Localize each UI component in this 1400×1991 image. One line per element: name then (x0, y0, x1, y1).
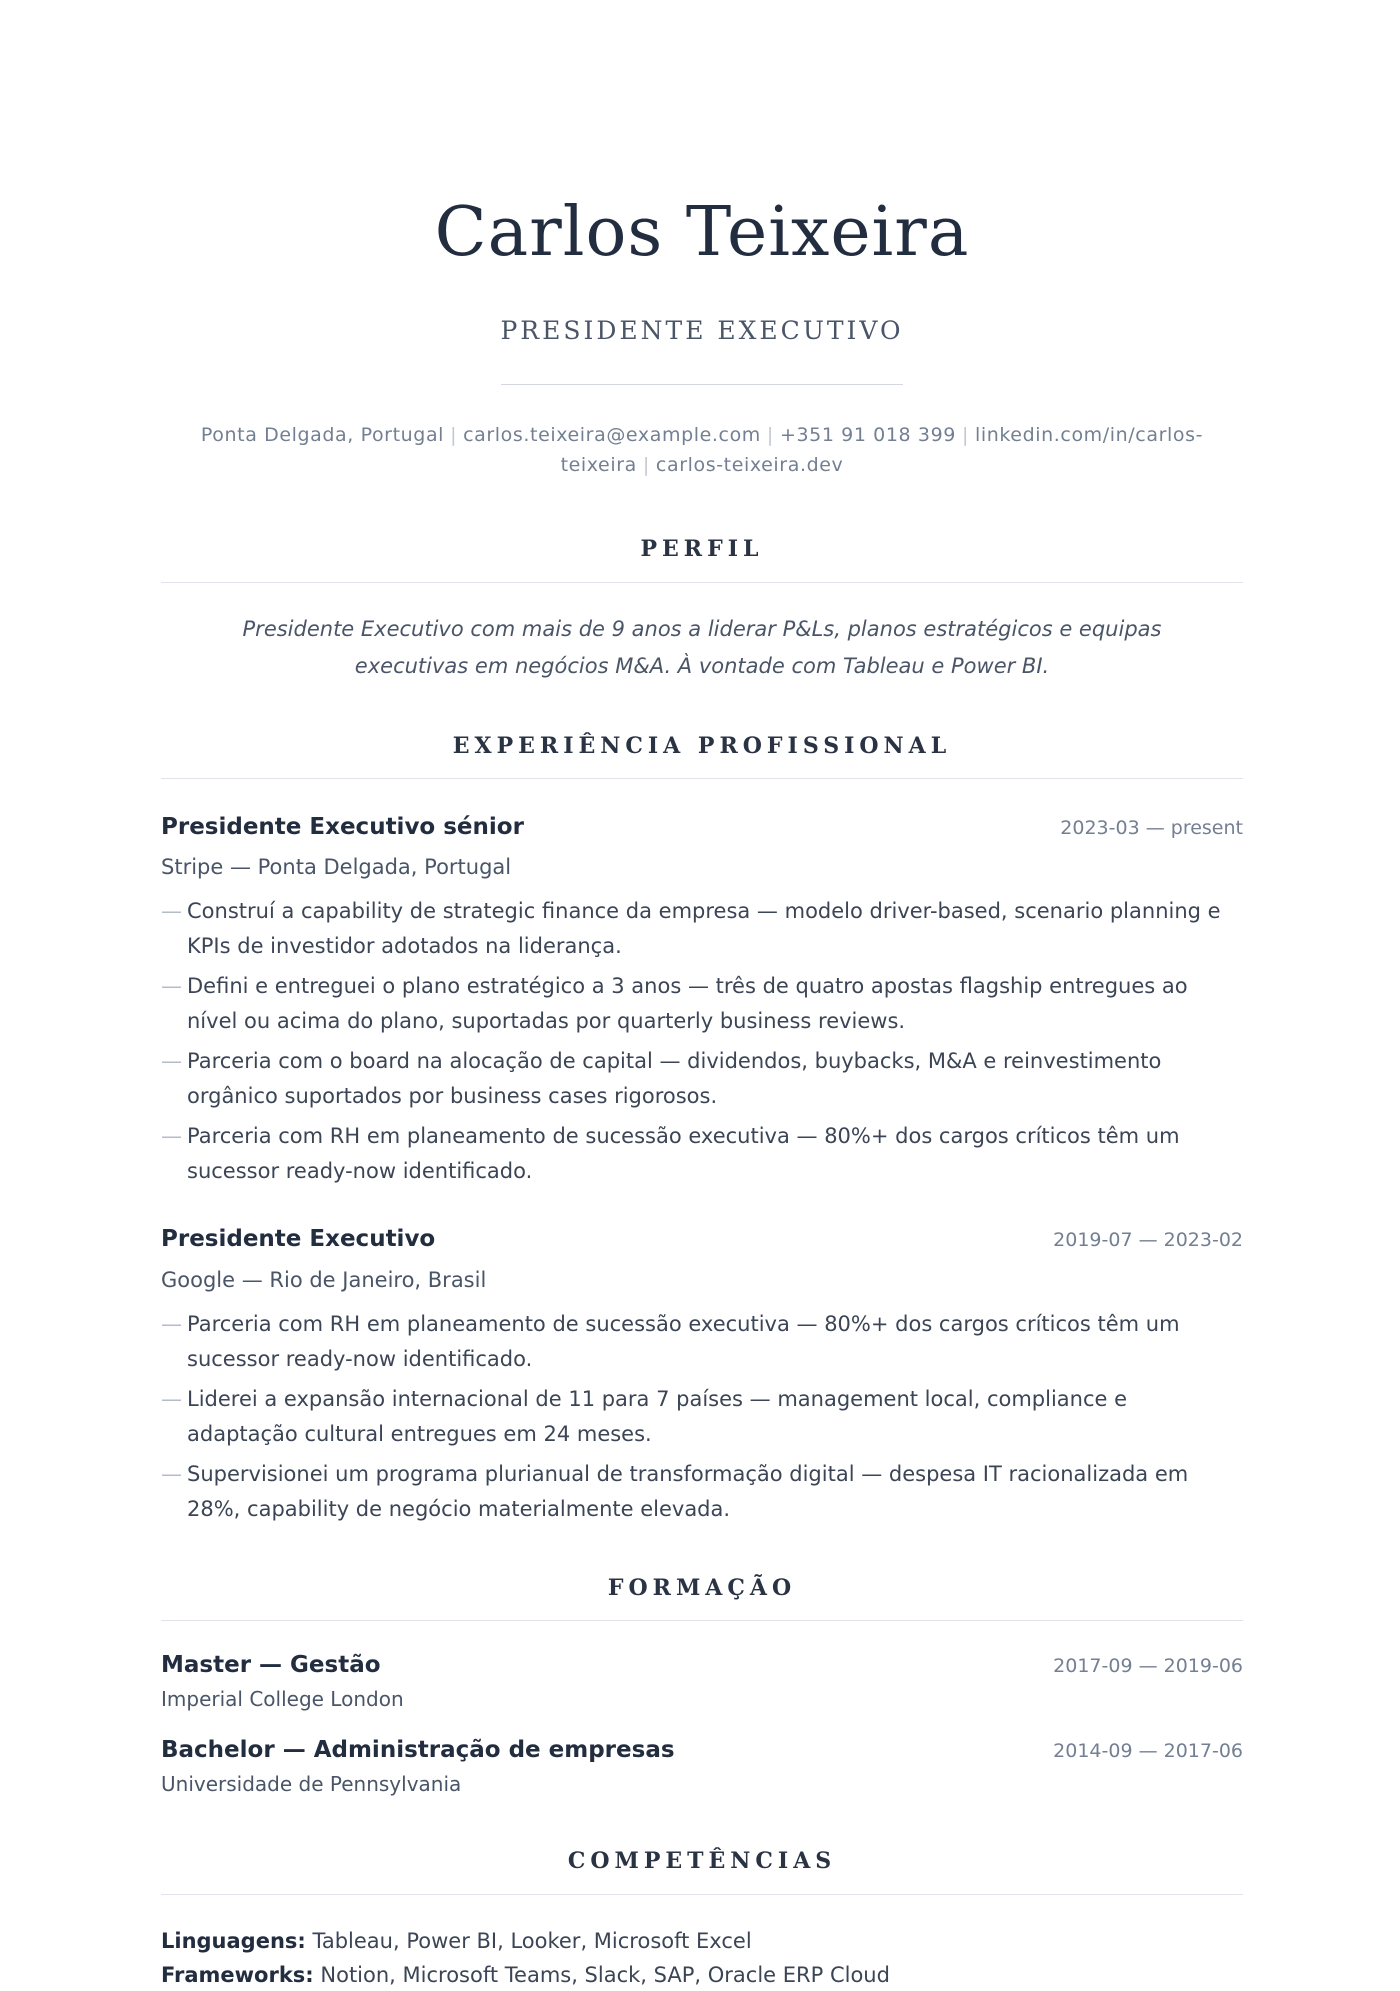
contact-website[interactable]: carlos-teixeira.dev (655, 454, 844, 476)
bullet-text: Defini e entreguei o plano estratégico a 3 anos — três de quatro apostas flagship entregues ao nível ou acima do plano, suportadas por quarterly business reviews. (187, 974, 1188, 1033)
contact-separator: | (766, 424, 774, 446)
section-title-education: FORMAÇÃO (607, 1575, 797, 1601)
contact-separator: | (642, 454, 650, 476)
bullet-dash: — (161, 899, 182, 923)
skill-row (161, 1925, 752, 1957)
job-organization: Stripe — Ponta Delgada, Portugal (161, 855, 512, 879)
contact-email[interactable]: carlos.teixeira@example.com (463, 424, 761, 446)
contact-separator: | (961, 424, 969, 446)
skill-label: Frameworks: (161, 1963, 314, 1987)
education-degree: Master — Gestão (161, 1652, 381, 1678)
list-item (161, 1044, 1243, 1114)
header-divider (501, 384, 903, 385)
bullet-text: Parceria com o board na alocação de capital — dividendos, buybacks, M&A e reinvestimento orgânico suportados por business cases rigorosos. (187, 1049, 1162, 1108)
job-bullets (161, 894, 1243, 1194)
bullet-text: Construí a capability de strategic finance da empresa — modelo driver-based, scenario planning e KPIs de investidor adotados na liderança. (187, 899, 1221, 958)
section-divider (161, 1620, 1243, 1621)
candidate-name: Carlos Teixeira (434, 193, 970, 272)
bullet-dash: — (161, 1124, 182, 1148)
section-title-experience: EXPERIÊNCIA PROFISSIONAL (452, 733, 952, 759)
job-title: Presidente Executivo sénior (161, 814, 524, 840)
education-dates: 2014-09 — 2017-06 (1053, 1740, 1243, 1762)
list-item (161, 1119, 1243, 1189)
section-divider (161, 582, 1243, 583)
list-item (161, 969, 1243, 1039)
contact-separator: | (450, 424, 458, 446)
bullet-dash: — (161, 974, 182, 998)
profile-summary-line2: executivas em negócios M&A. À vontade com Tableau e Power BI. (354, 654, 1050, 678)
bullet-text: Parceria com RH em planeamento de sucessão executiva — 80%+ dos cargos críticos têm um sucessor ready-now identificado. (187, 1312, 1180, 1371)
bullet-dash: — (161, 1312, 182, 1336)
contact-phone[interactable]: +351 91 018 399 (779, 424, 956, 446)
profile-summary (221, 611, 1183, 685)
section-divider (161, 778, 1243, 779)
list-item (161, 1382, 1243, 1452)
skill-label: Linguagens: (161, 1929, 306, 1953)
skill-row (161, 1959, 890, 1991)
contact-location: Ponta Delgada, Portugal (200, 424, 445, 446)
bullet-text: Supervisionei um programa plurianual de transformação digital — despesa IT racionalizada em 28%, capability de negócio materialmente elevada. (187, 1462, 1189, 1521)
job-bullets (161, 1307, 1243, 1532)
contact-linkedin-part1: linkedin.com/in/carlos- (974, 424, 1204, 446)
bullet-text: Liderei a expansão internacional de 11 para 7 países — management local, compliance e adaptação cultural entregues em 24 meses. (187, 1387, 1128, 1446)
contact-linkedin-part2: teixeira (560, 454, 637, 476)
education-dates: 2017-09 — 2019-06 (1053, 1655, 1243, 1677)
bullet-dash: — (161, 1049, 182, 1073)
list-item (161, 894, 1243, 964)
skill-value: Tableau, Power BI, Looker, Microsoft Excel (312, 1929, 752, 1953)
profile-summary-line1: Presidente Executivo com mais de 9 anos a liderar P&Ls, planos estratégicos e equipas (242, 617, 1162, 641)
list-item (161, 1307, 1243, 1377)
job-organization: Google — Rio de Janeiro, Brasil (161, 1268, 487, 1292)
job-dates: 2019-07 — 2023-02 (1053, 1229, 1243, 1251)
contact-info (161, 420, 1243, 480)
section-divider (161, 1894, 1243, 1895)
section-title-skills: COMPETÊNCIAS (567, 1848, 837, 1874)
education-school: Universidade de Pennsylvania (161, 1772, 462, 1796)
education-degree: Bachelor — Administração de empresas (161, 1737, 675, 1763)
bullet-dash: — (161, 1387, 182, 1411)
education-school: Imperial College London (161, 1687, 404, 1711)
job-dates: 2023-03 — present (1060, 817, 1243, 839)
skill-value: Notion, Microsoft Teams, Slack, SAP, Oracle ERP Cloud (320, 1963, 890, 1987)
list-item (161, 1457, 1243, 1527)
bullet-dash: — (161, 1462, 182, 1486)
bullet-text: Parceria com RH em planeamento de sucessão executiva — 80%+ dos cargos críticos têm um sucessor ready-now identificado. (187, 1124, 1180, 1183)
job-title: Presidente Executivo (161, 1226, 436, 1252)
section-title-profile: PERFIL (640, 536, 764, 562)
candidate-role: PRESIDENTE EXECUTIVO (500, 316, 904, 345)
